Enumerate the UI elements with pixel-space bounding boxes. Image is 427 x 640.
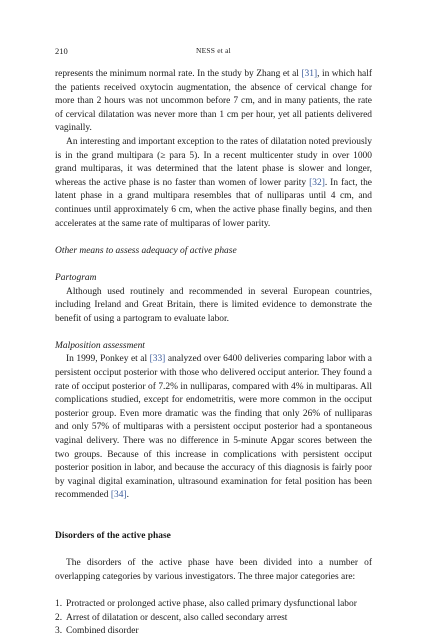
citation-link[interactable]: [32] [309, 177, 325, 188]
text-run: analyzed over 6400 deliveries comparing labor with a persistent occiput posterior with those who delivered occiput anterior. They found a rate of occiput posterior of 7.2% in nulliparas, compared with 4% in multiparas. All complications studied, except for endometritis, were more common in the occiput posterior group. Even more dramatic was the finding that only 26% of nulliparas and only 57% of multiparas with a persistent occiput posterior had a spontaneous vaginal delivery. There was no difference in 5-minute Apgar scores between the two groups. Because of this increase in complications with persistent occiput posterior position in labor, and because the accuracy of this diagnosis is fairly poor by vaginal digital examination, ultrasound examination for fetal position has been recommended [55, 354, 372, 501]
paragraph-grand-multipara [55, 136, 372, 231]
text-run: . [126, 490, 129, 501]
citation-link[interactable]: [33] [149, 354, 166, 365]
list-number: 3. [55, 626, 63, 637]
subheading-malposition: Malposition assessment [55, 340, 145, 351]
list-text: Protracted or prolonged active phase, also called primary dysfunctional labor [66, 598, 357, 609]
page-number: 210 [55, 46, 68, 56]
list-number: 2. [55, 612, 63, 623]
disorders-list [55, 598, 372, 639]
list-text: Combined disorder [66, 626, 139, 637]
text-run: . In fact, the latent phase in a grand multipara resembles that of nulliparas until 4 cm, and continues until approximately 6 cm, when the active phase finally begins, and then accelerates at the same rate of multiparas of lower parity. [55, 177, 372, 229]
list-text: Arrest of dilatation or descent, also called secondary arrest [66, 612, 288, 623]
text-run: , in which half the patients received oxytocin augmentation, the absence of cervical change for more than 2 hours was not uncommon before 7 cm, and in many patients, the rate of cervical dilatation was never more than 1 cm per hour, yet all patients delivered vaginally. [55, 69, 372, 134]
list-item [55, 625, 372, 639]
section-heading-other-means: Other means to assess adequacy of active phase [55, 245, 237, 256]
paragraph-partogram: Although used routinely and recommended in several European countries, including Ireland and Great Britain, there is limited evidence to demonstrate the benefit of using a partogram to evaluate labor. [55, 286, 372, 324]
page-body [55, 68, 372, 639]
paragraph-disorders: The disorders of the active phase have been divided into a number of overlapping categories by various investigators. The three major categories are: [55, 558, 372, 582]
list-item [55, 612, 372, 626]
list-number: 1. [55, 598, 63, 609]
list-item [55, 598, 372, 612]
citation-link[interactable]: [31] [301, 69, 318, 79]
text-run: In 1999, Ponkey et al [66, 354, 150, 365]
citation-link[interactable]: [34] [110, 490, 127, 501]
page-header [55, 46, 372, 60]
text-run: An interesting and important exception to the rates of dilatation noted previously is in the grand multipara (≥ para 5). In a recent multicenter study in over 1000 grand multiparas, it was determined that the latent phase is slower and longer, whereas the active phase is no faster than women of lower parity [55, 136, 372, 188]
text-run: represents the minimum normal rate. In the study by Zhang et al [55, 69, 302, 79]
subheading-partogram: Partogram [55, 272, 97, 283]
paragraph-malposition [55, 353, 372, 503]
running-head: NESS et al [196, 46, 231, 55]
section-heading-disorders: Disorders of the active phase [55, 531, 171, 541]
paragraph-continuation [55, 68, 372, 136]
